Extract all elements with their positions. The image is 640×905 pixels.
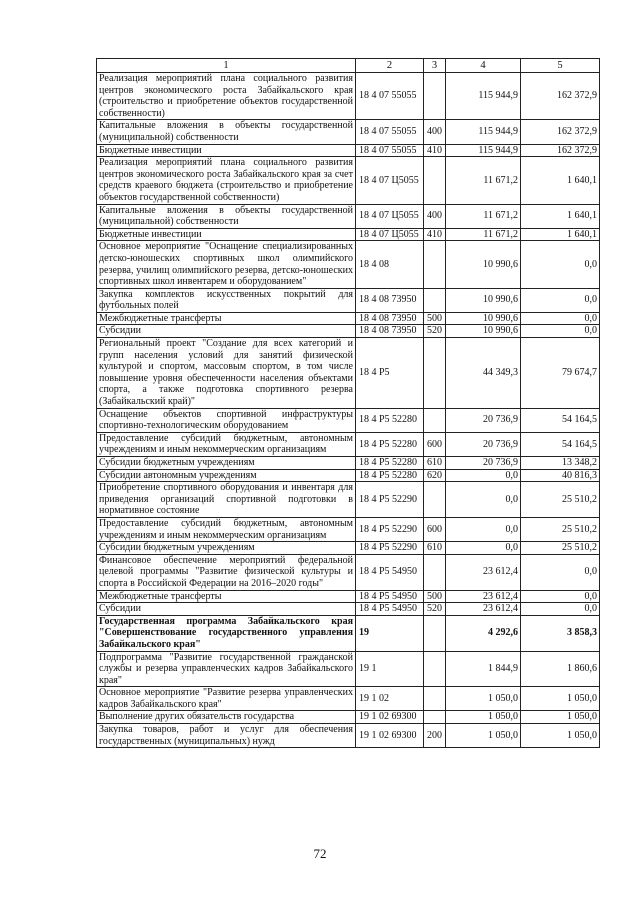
target-code-cell: 18 4 P5 52290 — [356, 542, 424, 555]
table-row — [97, 542, 600, 555]
column-header-2: 2 — [356, 59, 424, 73]
amount-year-1-cell: 1 050,0 — [446, 687, 521, 711]
amount-year-2-cell: 1 050,0 — [521, 724, 600, 748]
amount-year-1-cell: 10 990,6 — [446, 325, 521, 338]
table-row — [97, 408, 600, 432]
target-code-cell: 19 1 02 69300 — [356, 724, 424, 748]
table-row — [97, 711, 600, 724]
row-name-cell: Выполнение других обязательств государства — [97, 711, 356, 724]
target-code-cell: 18 4 07 Ц5055 — [356, 157, 424, 204]
expense-type-cell — [424, 711, 446, 724]
expense-type-cell — [424, 482, 446, 518]
table-row — [97, 288, 600, 312]
column-header-4: 4 — [446, 59, 521, 73]
expense-type-cell: 400 — [424, 120, 446, 144]
row-name-cell: Межбюджетные трансферты — [97, 312, 356, 325]
amount-year-2-cell: 162 372,9 — [521, 73, 600, 120]
target-code-cell: 18 4 08 73950 — [356, 312, 424, 325]
target-code-cell: 18 4 P5 54950 — [356, 554, 424, 590]
row-name-cell: Подпрограмма "Развитие государственной гражданской службы и резерва управленческих кадров Забайкальского края" — [97, 651, 356, 687]
expense-type-cell: 200 — [424, 724, 446, 748]
target-code-cell: 18 4 07 Ц5055 — [356, 228, 424, 241]
expense-type-cell: 410 — [424, 228, 446, 241]
amount-year-2-cell: 0,0 — [521, 288, 600, 312]
amount-year-1-cell: 115 944,9 — [446, 120, 521, 144]
target-code-cell: 18 4 07 55055 — [356, 144, 424, 157]
expense-type-cell — [424, 554, 446, 590]
table-row — [97, 517, 600, 541]
amount-year-2-cell: 54 164,5 — [521, 408, 600, 432]
amount-year-2-cell: 0,0 — [521, 312, 600, 325]
target-code-cell: 18 4 07 Ц5055 — [356, 204, 424, 228]
target-code-cell: 18 4 P5 52280 — [356, 408, 424, 432]
amount-year-1-cell: 10 990,6 — [446, 241, 521, 288]
expense-type-cell: 500 — [424, 590, 446, 603]
amount-year-1-cell: 20 736,9 — [446, 457, 521, 470]
amount-year-1-cell: 0,0 — [446, 482, 521, 518]
target-code-cell: 18 4 P5 52280 — [356, 457, 424, 470]
target-code-cell: 18 4 P5 54950 — [356, 603, 424, 616]
amount-year-1-cell: 115 944,9 — [446, 73, 521, 120]
row-name-cell: Предоставление субсидий бюджетным, автономным учреждениям и иным некоммерческим организациям — [97, 517, 356, 541]
table-row — [97, 157, 600, 204]
table-row — [97, 228, 600, 241]
column-header-1: 1 — [97, 59, 356, 73]
target-code-cell: 18 4 P5 — [356, 338, 424, 409]
expense-type-cell: 610 — [424, 457, 446, 470]
expense-type-cell — [424, 157, 446, 204]
amount-year-1-cell: 11 671,2 — [446, 204, 521, 228]
target-code-cell: 18 4 P5 54950 — [356, 590, 424, 603]
amount-year-2-cell: 25 510,2 — [521, 542, 600, 555]
amount-year-2-cell: 3 858,3 — [521, 615, 600, 651]
amount-year-1-cell: 115 944,9 — [446, 144, 521, 157]
amount-year-2-cell: 162 372,9 — [521, 144, 600, 157]
page-number: 72 — [313, 846, 327, 861]
budget-table-container — [96, 58, 599, 748]
amount-year-2-cell: 0,0 — [521, 554, 600, 590]
expense-type-cell — [424, 73, 446, 120]
row-name-cell: Капитальные вложения в объекты государственной (муниципальной) собственности — [97, 204, 356, 228]
row-name-cell: Государственная программа Забайкальского края "Совершенствование государственного управления Забайкальского края" — [97, 615, 356, 651]
table-row — [97, 687, 600, 711]
expense-type-cell: 400 — [424, 204, 446, 228]
amount-year-1-cell: 1 050,0 — [446, 724, 521, 748]
row-name-cell: Основное мероприятие "Оснащение специализированных детско-юношеских спортивных школ олимпийского резерва, училищ олимпийского резерва, детско-юношеских спортивных школ инвентарем и оборудованием" — [97, 241, 356, 288]
expense-type-cell: 520 — [424, 325, 446, 338]
table-row — [97, 482, 600, 518]
expense-type-cell — [424, 408, 446, 432]
table-row — [97, 554, 600, 590]
amount-year-1-cell: 23 612,4 — [446, 590, 521, 603]
column-header-5: 5 — [521, 59, 600, 73]
target-code-cell: 18 4 08 73950 — [356, 325, 424, 338]
row-name-cell: Закупка комплектов искусственных покрытий для футбольных полей — [97, 288, 356, 312]
expense-type-cell — [424, 651, 446, 687]
row-name-cell: Региональный проект "Создание для всех категорий и групп населения условий для занятий физической культурой и спортом, массовым спортом, в том числе повышение уровня обеспеченности населения объектами спорта, а также подготовка спортивного резерва (Забайкальский край)" — [97, 338, 356, 409]
amount-year-1-cell: 11 671,2 — [446, 228, 521, 241]
table-row — [97, 469, 600, 482]
amount-year-1-cell: 0,0 — [446, 469, 521, 482]
expense-type-cell: 600 — [424, 517, 446, 541]
target-code-cell: 18 4 08 73950 — [356, 288, 424, 312]
table-row — [97, 615, 600, 651]
amount-year-1-cell: 4 292,6 — [446, 615, 521, 651]
row-name-cell: Субсидии автономным учреждениям — [97, 469, 356, 482]
target-code-cell: 19 — [356, 615, 424, 651]
target-code-cell: 18 4 P5 52290 — [356, 482, 424, 518]
expense-type-cell: 500 — [424, 312, 446, 325]
amount-year-1-cell: 1 844,9 — [446, 651, 521, 687]
amount-year-1-cell: 0,0 — [446, 542, 521, 555]
amount-year-2-cell: 13 348,2 — [521, 457, 600, 470]
table-row — [97, 241, 600, 288]
table-row — [97, 73, 600, 120]
table-row — [97, 338, 600, 409]
target-code-cell: 19 1 — [356, 651, 424, 687]
amount-year-2-cell: 79 674,7 — [521, 338, 600, 409]
expense-type-cell — [424, 687, 446, 711]
row-name-cell: Приобретение спортивного оборудования и инвентаря для приведения организаций спортивной подготовки в нормативное состояние — [97, 482, 356, 518]
table-row — [97, 204, 600, 228]
row-name-cell: Реализация мероприятий плана социального развития центров экономического роста Забайкальского края (строительство и приобретение объектов государственной собственности) — [97, 73, 356, 120]
amount-year-2-cell: 1 640,1 — [521, 157, 600, 204]
amount-year-1-cell: 1 050,0 — [446, 711, 521, 724]
amount-year-2-cell: 25 510,2 — [521, 517, 600, 541]
table-row — [97, 603, 600, 616]
table-row — [97, 120, 600, 144]
budget-table — [96, 58, 600, 748]
target-code-cell: 18 4 P5 52290 — [356, 517, 424, 541]
amount-year-2-cell: 0,0 — [521, 241, 600, 288]
expense-type-cell: 600 — [424, 432, 446, 456]
expense-type-cell — [424, 241, 446, 288]
amount-year-2-cell: 25 510,2 — [521, 482, 600, 518]
expense-type-cell: 410 — [424, 144, 446, 157]
amount-year-2-cell: 1 640,1 — [521, 204, 600, 228]
table-row — [97, 144, 600, 157]
amount-year-1-cell: 10 990,6 — [446, 288, 521, 312]
amount-year-1-cell: 20 736,9 — [446, 432, 521, 456]
target-code-cell: 19 1 02 — [356, 687, 424, 711]
row-name-cell: Субсидии бюджетным учреждениям — [97, 457, 356, 470]
expense-type-cell — [424, 338, 446, 409]
amount-year-1-cell: 23 612,4 — [446, 554, 521, 590]
amount-year-2-cell: 1 860,6 — [521, 651, 600, 687]
table-row — [97, 724, 600, 748]
amount-year-2-cell: 1 050,0 — [521, 687, 600, 711]
row-name-cell: Субсидии бюджетным учреждениям — [97, 542, 356, 555]
amount-year-1-cell: 20 736,9 — [446, 408, 521, 432]
expense-type-cell: 610 — [424, 542, 446, 555]
column-header-3: 3 — [424, 59, 446, 73]
row-name-cell: Бюджетные инвестиции — [97, 228, 356, 241]
amount-year-2-cell: 54 164,5 — [521, 432, 600, 456]
amount-year-2-cell: 1 640,1 — [521, 228, 600, 241]
expense-type-cell — [424, 288, 446, 312]
row-name-cell: Финансовое обеспечение мероприятий федеральной целевой программы "Развитие физической культуры и спорта в Российской Федерации на 2016–2020 годы" — [97, 554, 356, 590]
row-name-cell: Субсидии — [97, 325, 356, 338]
amount-year-2-cell: 0,0 — [521, 590, 600, 603]
table-row — [97, 651, 600, 687]
column-number-row — [97, 59, 600, 73]
amount-year-1-cell: 0,0 — [446, 517, 521, 541]
amount-year-1-cell: 11 671,2 — [446, 157, 521, 204]
amount-year-2-cell: 1 050,0 — [521, 711, 600, 724]
row-name-cell: Основное мероприятие "Развитие резерва управленческих кадров Забайкальского края" — [97, 687, 356, 711]
row-name-cell: Предоставление субсидий бюджетным, автономным учреждениям и иным некоммерческим организациям — [97, 432, 356, 456]
amount-year-2-cell: 162 372,9 — [521, 120, 600, 144]
table-row — [97, 457, 600, 470]
table-row — [97, 325, 600, 338]
row-name-cell: Субсидии — [97, 603, 356, 616]
expense-type-cell: 520 — [424, 603, 446, 616]
table-row — [97, 312, 600, 325]
amount-year-2-cell: 0,0 — [521, 325, 600, 338]
expense-type-cell — [424, 615, 446, 651]
target-code-cell: 18 4 07 55055 — [356, 120, 424, 144]
expense-type-cell: 620 — [424, 469, 446, 482]
target-code-cell: 18 4 P5 52280 — [356, 432, 424, 456]
table-row — [97, 432, 600, 456]
row-name-cell: Реализация мероприятий плана социального развития центров экономического роста Забайкальского края за счет средств краевого бюджета (строительство и приобретение объектов государственной собственности) — [97, 157, 356, 204]
amount-year-2-cell: 40 816,3 — [521, 469, 600, 482]
row-name-cell: Оснащение объектов спортивной инфраструктуры спортивно-технологическим оборудованием — [97, 408, 356, 432]
amount-year-1-cell: 10 990,6 — [446, 312, 521, 325]
row-name-cell: Межбюджетные трансферты — [97, 590, 356, 603]
amount-year-2-cell: 0,0 — [521, 603, 600, 616]
table-row — [97, 590, 600, 603]
target-code-cell: 18 4 07 55055 — [356, 73, 424, 120]
row-name-cell: Бюджетные инвестиции — [97, 144, 356, 157]
row-name-cell: Закупка товаров, работ и услуг для обеспечения государственных (муниципальных) нужд — [97, 724, 356, 748]
amount-year-1-cell: 23 612,4 — [446, 603, 521, 616]
amount-year-1-cell: 44 349,3 — [446, 338, 521, 409]
target-code-cell: 19 1 02 69300 — [356, 711, 424, 724]
target-code-cell: 18 4 08 — [356, 241, 424, 288]
target-code-cell: 18 4 P5 52280 — [356, 469, 424, 482]
row-name-cell: Капитальные вложения в объекты государственной (муниципальной) собственности — [97, 120, 356, 144]
